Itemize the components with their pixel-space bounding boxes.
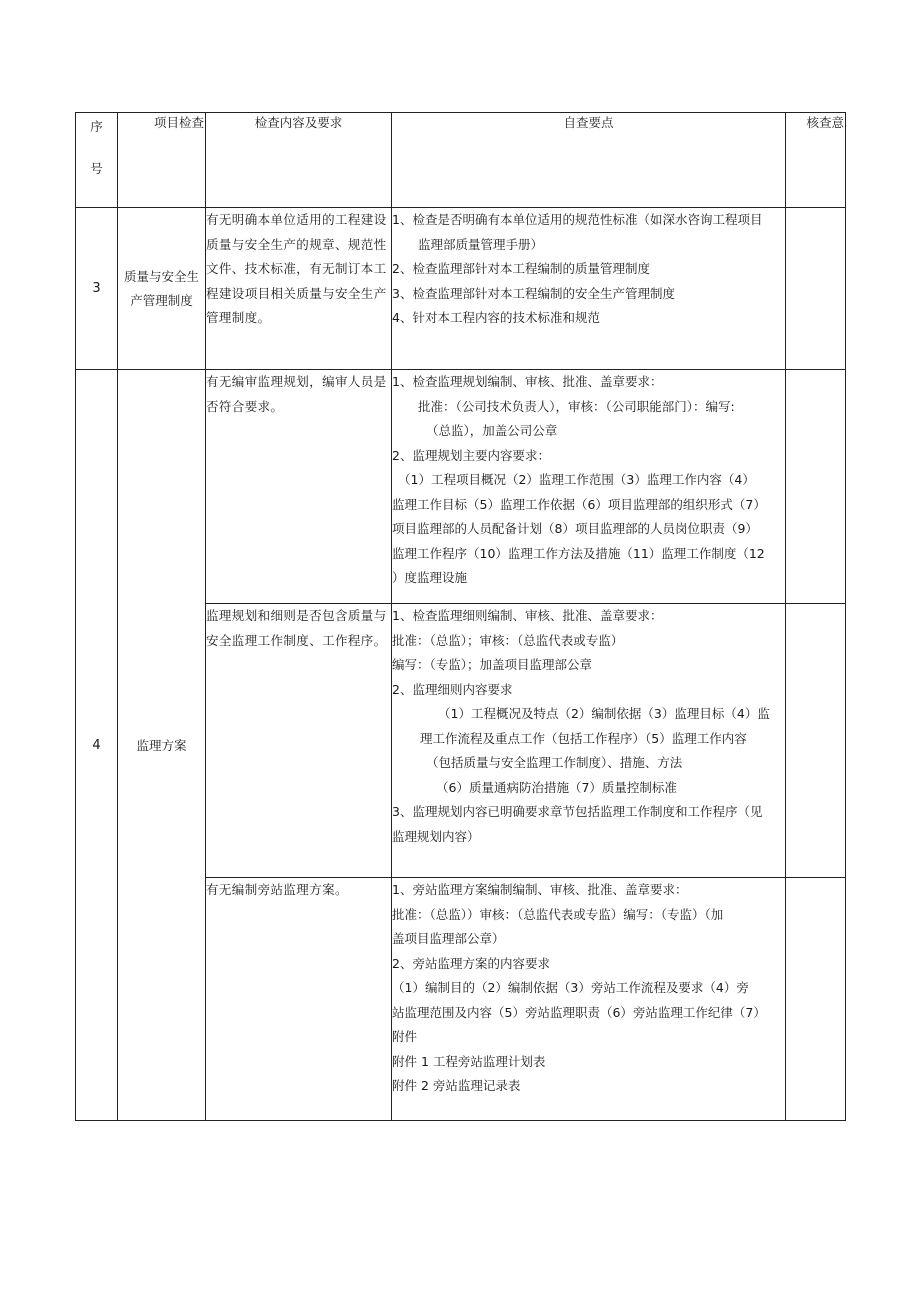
point-line: 3、监理规划内容已明确要求章节包括监理工作制度和工作程序（见 [392, 804, 763, 819]
point-line: ）度监理设施 [392, 570, 468, 585]
row-points [392, 604, 786, 878]
point-line: 站监理范围及内容（5）旁站监理职责（6）旁站监理工作纪律（7） [392, 1004, 766, 1020]
row-content: 监理规划和细则是否包含质量与安全监理工作制度、工作程序。 [206, 604, 392, 878]
header-opinion: 核查意 [786, 113, 846, 208]
point-line: 监理工作目标（5）监理工作依据（6）项目监理部的组织形式（7） [392, 496, 766, 512]
inspection-table [75, 112, 846, 1121]
point-line: 2、检查监理部针对本工程编制的质量管理制度 [392, 261, 650, 276]
table-row [76, 208, 846, 370]
point-line: 监理部质量管理手册） [418, 236, 544, 252]
point-line: 附件 2 旁站监理记录表 [392, 1078, 521, 1093]
point-line: 监理工作程序（10）监理工作方法及措施（11）监理工作制度（12 [392, 545, 765, 561]
point-line: 编写：（专监）；加盖项目监理部公章 [392, 657, 593, 672]
point-line: 2、监理规划主要内容要求： [392, 447, 550, 463]
row-points [392, 878, 786, 1121]
point-line: 2、旁站监理方案的内容要求 [392, 955, 550, 971]
point-line: （1）工程项目概况（2）监理工作范围（3）监理工作内容（4） [398, 472, 755, 487]
row-content: 有无编制旁站监理方案。 [206, 878, 392, 1121]
point-line: 1、检查是否明确有本单位适用的规范性标准（如深水咨询工程项目 [392, 212, 763, 227]
row-opinion [786, 370, 846, 604]
row-points [392, 208, 786, 370]
row-content: 有无编审监理规划，编审人员是否符合要求。 [206, 370, 392, 604]
point-line: 理工作流程及重点工作（包括工作程序）（5）监理工作内容 [420, 730, 747, 746]
header-row [76, 113, 846, 208]
row-content: 有无明确本单位适用的工程建设质量与安全生产的规章、规范性文件、技术标准，有无制订本工程建设项目相关质量与安全生产管理制度。 [206, 208, 392, 370]
point-line: 批准：（总监）；审核：（总监代表或专监） [392, 632, 624, 648]
row-item: 质量与安全生产管理制度 [118, 208, 206, 370]
row-seq: 4 [76, 370, 118, 1121]
header-seq-line2: 号 [90, 161, 103, 176]
point-line: 1、旁站监理方案编制编制、审核、批准、盖章要求： [392, 882, 688, 897]
table-row [76, 370, 846, 604]
point-line: 2、监理细则内容要求 [392, 681, 513, 697]
point-line: 1、检查监理规划编制、审核、批准、盖章要求： [392, 374, 663, 389]
point-line: 附件 [392, 1029, 418, 1044]
point-line: （总监），加盖公司公章 [426, 423, 558, 438]
row-seq: 3 [76, 208, 118, 370]
point-line: （1）编制目的（2）编制依据（3）旁站工作流程及要求（4）旁 [392, 980, 749, 995]
point-line: 1、检查监理细则编制、审核、批准、盖章要求： [392, 608, 663, 623]
point-line: 监理规划内容） [392, 828, 480, 844]
header-seq-line1: 序 [90, 119, 103, 134]
point-line: （6）质量通病防治措施（7）质量控制标准 [436, 779, 677, 795]
header-content: 检查内容及要求 [206, 113, 392, 208]
row-opinion [786, 878, 846, 1121]
header-item: 项目检查 [118, 113, 206, 208]
point-line: （包括质量与安全监理工作制度）、措施、方法 [426, 755, 683, 770]
row-opinion [786, 208, 846, 370]
point-line: 3、检查监理部针对本工程编制的安全生产管理制度 [392, 285, 675, 301]
point-line: （1）工程概况及特点（2）编制依据（3）监理目标（4）监 [438, 706, 770, 721]
row-item: 监理方案 [118, 370, 206, 1121]
point-line: 4、针对本工程内容的技术标准和规范 [392, 310, 600, 325]
row-opinion [786, 604, 846, 878]
point-line: 附件 1 工程旁站监理计划表 [392, 1053, 546, 1069]
point-line: 盖项目监理部公章） [392, 931, 505, 946]
point-line: 批准：（总监））审核：（总监代表或专监）编写：（专监）（加 [392, 906, 724, 922]
point-line: 项目监理部的人员配备计划（8）项目监理部的人员岗位职责（9） [392, 521, 758, 536]
row-points [392, 370, 786, 604]
point-line: 批准：（公司技术负责人），审核：（公司职能部门）：编写: [418, 398, 735, 414]
header-points: 自查要点 [392, 113, 786, 208]
header-seq [76, 113, 118, 208]
